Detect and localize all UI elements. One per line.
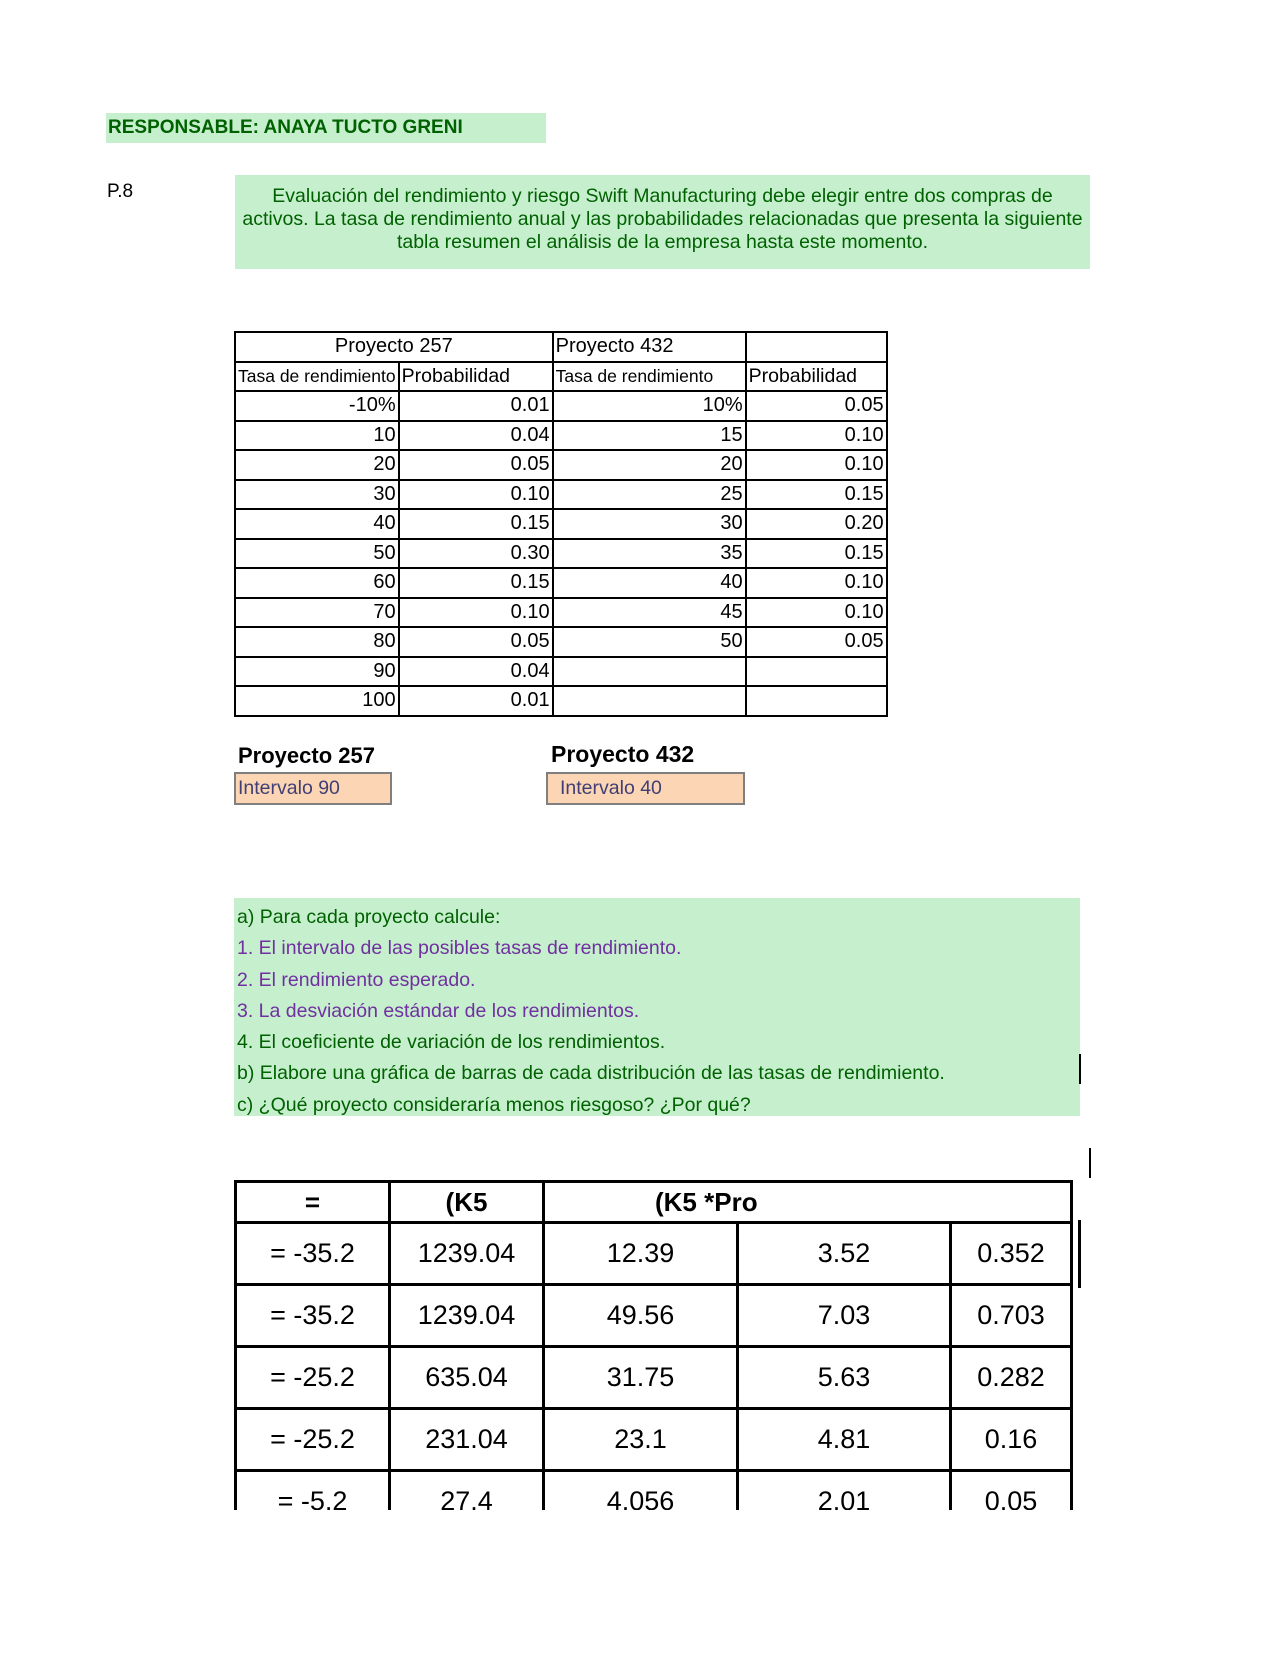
cell-p432: 0.10 (746, 568, 887, 598)
calc-cell: 27.4 (390, 1471, 544, 1511)
cell-t432 (553, 657, 746, 687)
questions-box (234, 898, 1080, 1116)
cell-t257: 70 (235, 598, 399, 628)
calc-cell: 1239.04 (390, 1285, 544, 1347)
calculation-table (234, 1180, 1073, 1510)
table-row (235, 627, 887, 657)
cell-t257: 90 (235, 657, 399, 687)
cell-p432: 0.05 (746, 627, 887, 657)
cell-t257: 30 (235, 480, 399, 510)
calc-cell: 2.01 (738, 1471, 951, 1511)
col-prob-432: Probabilidad (746, 362, 887, 392)
question-a: a) Para cada proyecto calcule: (237, 906, 501, 928)
table-edge-line (1078, 1220, 1081, 1288)
calc-cell: 49.56 (544, 1285, 738, 1347)
cell-t257: 40 (235, 509, 399, 539)
cell-p257: 0.04 (399, 657, 553, 687)
calc-cell: = -25.2 (236, 1409, 390, 1471)
question-1: 1. El intervalo de las posibles tasas de rendimiento. (237, 937, 682, 960)
calc-cell: 0.352 (951, 1223, 1072, 1285)
cell-t432: 40 (553, 568, 746, 598)
cell-p257: 0.04 (399, 421, 553, 451)
table-row (235, 657, 887, 687)
calc-cell: = -35.2 (236, 1223, 390, 1285)
cell-t432: 30 (553, 509, 746, 539)
table-header-row (235, 332, 887, 362)
cell-p257: 0.10 (399, 480, 553, 510)
calc-cell: 231.04 (390, 1409, 544, 1471)
intro-text: Evaluación del rendimiento y riesgo Swift Manufacturing debe elegir entre dos compras de activos. La tasa de rendimiento anual y las probabilidades relacionadas que presenta la siguiente tabla resumen el análisis de la empresa hasta este momento. (235, 175, 1090, 269)
calc-cell: 23.1 (544, 1409, 738, 1471)
question-4: 4. El coeficiente de variación de los rendimientos. (237, 1031, 666, 1054)
header-empty (746, 332, 887, 362)
calc-cell: = -5.2 (236, 1471, 390, 1511)
calculation-table-area (234, 1140, 1094, 1510)
cell-p432: 0.20 (746, 509, 887, 539)
table-row (235, 539, 887, 569)
calc-cell: 3.52 (738, 1223, 951, 1285)
table-row (235, 598, 887, 628)
table-row (236, 1471, 1072, 1511)
calc-cell: 5.63 (738, 1347, 951, 1409)
calc-header-k5: (K5 (390, 1182, 544, 1223)
calc-cell: 0.703 (951, 1285, 1072, 1347)
calc-cell: 31.75 (544, 1347, 738, 1409)
calc-header-eq: = (236, 1182, 390, 1223)
col-prob-257: Probabilidad (399, 362, 553, 392)
cell-t257: 60 (235, 568, 399, 598)
label-proyecto-432: Proyecto 432 (551, 741, 695, 767)
cell-t257: -10% (235, 391, 399, 421)
question-c: c) ¿Qué proyecto consideraría menos riesgoso? ¿Por qué? (237, 1093, 751, 1116)
cell-t432: 35 (553, 539, 746, 569)
intervalo-432-cell: Intervalo 40 (546, 772, 745, 805)
problem-number: P.8 (107, 181, 134, 202)
calc-cell: 0.282 (951, 1347, 1072, 1409)
intervalo-257-cell: Intervalo 90 (234, 772, 392, 805)
table-row (235, 568, 887, 598)
cell-t257: 100 (235, 686, 399, 716)
calc-header-k5pro: (K5 *Pro (544, 1182, 1072, 1223)
question-2: 2. El rendimiento esperado. (237, 968, 476, 991)
cell-t257: 20 (235, 450, 399, 480)
calc-cell: 12.39 (544, 1223, 738, 1285)
table-row (235, 391, 887, 421)
cell-p257: 0.10 (399, 598, 553, 628)
cell-p257: 0.01 (399, 686, 553, 716)
label-proyecto-257: Proyecto 257 (238, 743, 375, 768)
cell-p257: 0.05 (399, 450, 553, 480)
calc-cell: 0.16 (951, 1409, 1072, 1471)
question-3: 3. La desviación estándar de los rendimientos. (237, 999, 640, 1022)
calc-cell: = -25.2 (236, 1347, 390, 1409)
table-row (235, 509, 887, 539)
cell-p257: 0.15 (399, 509, 553, 539)
header-proyecto-432: Proyecto 432 (553, 332, 746, 362)
cell-p257: 0.05 (399, 627, 553, 657)
cell-p432 (746, 657, 887, 687)
cell-p432: 0.15 (746, 539, 887, 569)
cell-t432: 50 (553, 627, 746, 657)
cell-t257: 50 (235, 539, 399, 569)
table-row (235, 686, 887, 716)
calc-cell: 4.81 (738, 1409, 951, 1471)
cell-p432: 0.15 (746, 480, 887, 510)
table-subheader-row (235, 362, 887, 392)
table-row (236, 1347, 1072, 1409)
calc-cell: = -35.2 (236, 1285, 390, 1347)
table-row (235, 450, 887, 480)
cell-t432 (553, 686, 746, 716)
calc-cell: 635.04 (390, 1347, 544, 1409)
cell-t432: 15 (553, 421, 746, 451)
calc-header-row (236, 1182, 1072, 1223)
table-row (235, 480, 887, 510)
table-row (236, 1223, 1072, 1285)
table-row (235, 421, 887, 451)
calc-cell: 4.056 (544, 1471, 738, 1511)
text-cursor (1079, 1054, 1081, 1084)
responsable-banner: RESPONSABLE: ANAYA TUCTO GRENI (106, 113, 546, 143)
cell-p432: 0.10 (746, 598, 887, 628)
header-proyecto-257: Proyecto 257 (235, 332, 553, 362)
cell-p432: 0.10 (746, 450, 887, 480)
cell-p257: 0.15 (399, 568, 553, 598)
returns-table (234, 331, 888, 717)
edge-line (1089, 1148, 1091, 1178)
calc-cell: 0.05 (951, 1471, 1072, 1511)
cell-t432: 10% (553, 391, 746, 421)
col-tasa-432: Tasa de rendimiento (553, 362, 746, 392)
cell-p432 (746, 686, 887, 716)
cell-p257: 0.01 (399, 391, 553, 421)
question-b: b) Elabore una gráfica de barras de cada distribución de las tasas de rendimiento. (237, 1062, 945, 1085)
cell-t432: 25 (553, 480, 746, 510)
cell-p432: 0.10 (746, 421, 887, 451)
calc-cell: 7.03 (738, 1285, 951, 1347)
cell-t432: 20 (553, 450, 746, 480)
calc-cell: 1239.04 (390, 1223, 544, 1285)
cell-t432: 45 (553, 598, 746, 628)
cell-t257: 10 (235, 421, 399, 451)
col-tasa-257: Tasa de rendimiento (235, 362, 399, 392)
cell-p257: 0.30 (399, 539, 553, 569)
cell-t257: 80 (235, 627, 399, 657)
cell-p432: 0.05 (746, 391, 887, 421)
table-row (236, 1285, 1072, 1347)
table-row (236, 1409, 1072, 1471)
